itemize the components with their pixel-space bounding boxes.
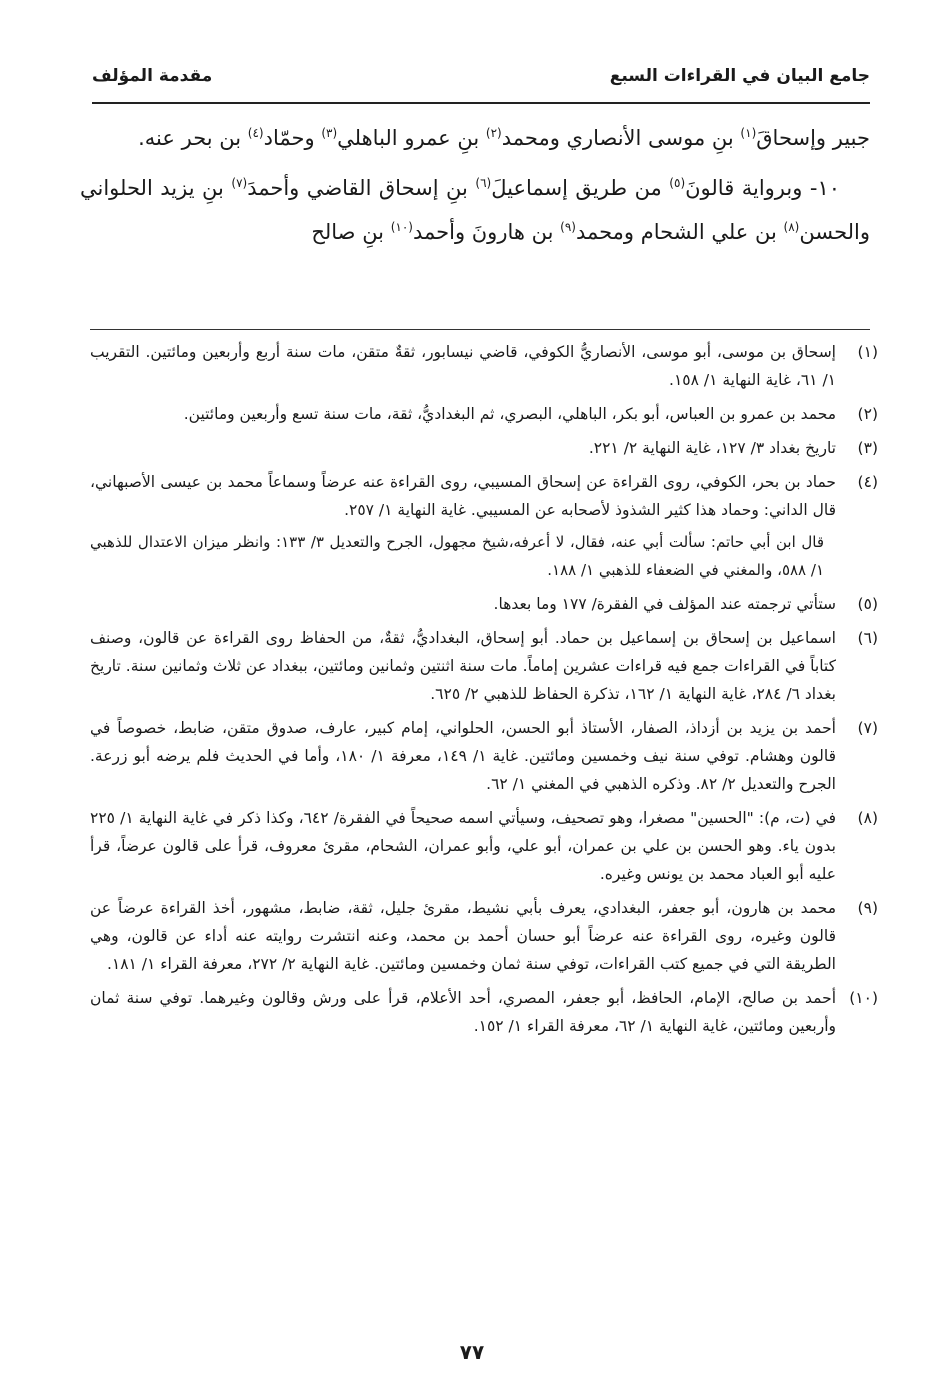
footnote-text: اسماعيل بن إسحاق بن إسماعيل بن حماد. أبو إسحاق، البغداديُّ، ثقةٌ، من الحفاظ روى القراءة عن قالون، وصنف كتاباً في القراءات جمع فيه قراءات عشرين إماماً. مات سنة اثنتين وثمانين ومائتين، ببغداد عن ثلاث وثمانين سنة. تاريخ بغداد ٦/ ٢٨٤، غاية النهاية ١/ ١٦٢، تذكرة الحفاظ للذهبي ٢/ ٦٢٥. [90, 629, 836, 703]
footnote-number: (٥) [857, 595, 878, 613]
footnote-ref: (١٠) [390, 220, 413, 234]
footnote-text: محمد بن عمرو بن العباس، أبو بكر، الباهلي، البصري، ثم البغداديُّ، ثقة، مات سنة تسع وأربعين ومائتين. [183, 405, 836, 423]
text-run: بن هارونَ وأحمد [412, 220, 561, 244]
header-rule [92, 102, 870, 104]
footnote-number: (٣) [857, 439, 878, 457]
text-run: ١٠- وبرواية قالونَ [685, 176, 840, 200]
text-run: من طريق إسماعيلَ [491, 176, 670, 200]
section-title: مقدمة المؤلف [92, 66, 213, 86]
footnote-text: ستأتي ترجمته عند المؤلف في الفقرة/ ١٧٧ وما بعدها. [493, 595, 836, 613]
footnote-10 [90, 984, 878, 1040]
footnote-8 [90, 804, 878, 888]
text-run: جبير وإسحاقَ [756, 126, 870, 150]
footnote-number: (٩) [857, 899, 878, 917]
footnote-number: (٨) [857, 809, 878, 827]
text-run: بنِ إسحاق القاضي وأحمدَ [247, 176, 476, 200]
footnote-4-continuation: قال ابن أبي حاتم: سألت أبي عنه، فقال، لا أعرفه،شيخ مجهول، الجرح والتعديل ٣/ ١٣٣: وانظر ميزان الاعتدال للذهبي ١/ ٥٨٨، والمغني في الضعفاء للذهبي ١/ ١٨٨. [90, 533, 824, 579]
footnote-4 [90, 468, 878, 524]
book-title: جامع البيان في القراءات السبع [609, 66, 870, 86]
footnote-ref: (٧) [231, 176, 248, 190]
footnote-text: أحمد بن يزيد بن أزداذ، الصفار، الأستاذ أبو الحسن، الحلواني، إمام كبير، عارف، صدوق متقن، ضابط، خصوصاً في قالون وهشام. توفي سنة نيف وخمسين ومائتين. غاية ١/ ١٤٩، معرفة ١/ ١٨٠، وأما في الحديث فلم يرضه أبو زرعة. الجرح والتعديل ٢/ ٨٢. وذكره الذهبي في المغني ١/ ٦٢. [90, 719, 837, 793]
text-run: بنِ يزيد الحلواني والحسن [80, 176, 870, 244]
footnote-number: (٦) [857, 629, 878, 647]
page-number: ٧٧ [459, 1340, 485, 1364]
footnote-ref: (٦) [475, 176, 492, 190]
footnote-7 [90, 714, 878, 798]
running-header [92, 58, 870, 98]
footnote-2 [90, 400, 878, 428]
footnote-1 [90, 338, 878, 394]
footnote-number: (٤) [857, 473, 878, 491]
footnote-9 [90, 894, 878, 978]
footnote-text: إسحاق بن موسى، أبو موسى، الأنصاريُّ الكوفي، قاضي نيسابور، ثقةٌ متقن، مات سنة أربع وأربعين ومائتين. التقريب ١/ ٦١، غاية النهاية ١/ ١٥٨. [90, 343, 836, 389]
footnote-text: أحمد بن صالح، الإمام، الحافظ، أبو جعفر، المصري، أحد الأعلام، قرأ على ورش وقالون وغيرهما. توفي سنة ثمان وأربعين ومائتين، غاية النهاية ١/ ٦٢، معرفة القراء ١/ ١٥٢. [90, 989, 836, 1035]
footnote-ref: (١) [740, 126, 757, 140]
footnote-ref: (٢) [485, 126, 502, 140]
text-run: بن علي الشحام ومحمد [575, 220, 784, 244]
footnote-number: (٧) [857, 719, 878, 737]
main-text [80, 116, 870, 254]
footnote-5 [90, 590, 878, 618]
paragraph-1 [80, 116, 870, 160]
footnote-3 [90, 434, 878, 462]
footnote-6 [90, 624, 878, 708]
footnote-ref: (٩) [560, 220, 576, 234]
footnote-ref: (٤) [247, 126, 264, 140]
footnote-number: (٢) [857, 405, 878, 423]
footnote-number: (١٠) [849, 989, 878, 1007]
footnote-separator [90, 329, 870, 330]
text-run: وحمّاد [263, 126, 322, 150]
footnote-text: محمد بن هارون، أبو جعفر، البغدادي، يعرف بأبي نشيط، مقرئ جليل، ثقة، ضابط، مشهور، أخذ القراءة عرضاً عن قالون وغيره، روى القراءة عنه عرضاً أبو حسان أحمد بن محمد، وعنه انتشرت روايته عنه أداء عن قالون، وهي الطريقة التي في جميع كتب القراءات، توفي سنة ثمان وخمسين ومائتين. غاية النهاية ٢/ ٢٧٢، معرفة القراء ١/ ١٨١. [90, 899, 836, 973]
paragraph-10 [80, 166, 870, 254]
footnote-ref: (٨) [783, 220, 800, 234]
footnotes [90, 338, 878, 1046]
text-run: بنِ عمرو الباهلي [337, 126, 486, 150]
footnote-text: تاريخ بغداد ٣/ ١٢٧، غاية النهاية ٢/ ٢٢١. [588, 439, 836, 457]
footnote-ref: (٣) [321, 126, 338, 140]
footnote-number: (١) [857, 343, 878, 361]
footnote-ref: (٥) [669, 176, 686, 190]
text-run: بنِ صالح [311, 220, 391, 244]
text-run: بن بحر عنه. [138, 126, 248, 150]
text-run: بنِ موسى الأنصاري ومحمد [501, 126, 741, 150]
footnote-text: حماد بن بحر، الكوفي، روى القراءة عن إسحاق المسيبي، روى القراءة عنه عرضاً وسماعاً محمد بن عيسى الأصبهاني، قال الداني: وحماد هذا كثير الشذوذ لأصحابه عن المسيبي. غاية النهاية ١/ ٢٥٧. [90, 473, 836, 519]
footnote-text: في (ت، م): "الحسين" مصغرا، وهو تصحيف، وسيأتي اسمه صحيحاً في الفقرة/ ٦٤٢، وكذا ذكر في غاية النهاية ١/ ٢٢٥ بدون ياء. وهو الحسن بن علي بن عمران، أبو علي، وأبو عمران، الشحام، مقرئ معروف، قرأ على قالون عرضاً، قرأ عليه أبو العباد محمد بن يونس وغيره. [90, 809, 837, 883]
